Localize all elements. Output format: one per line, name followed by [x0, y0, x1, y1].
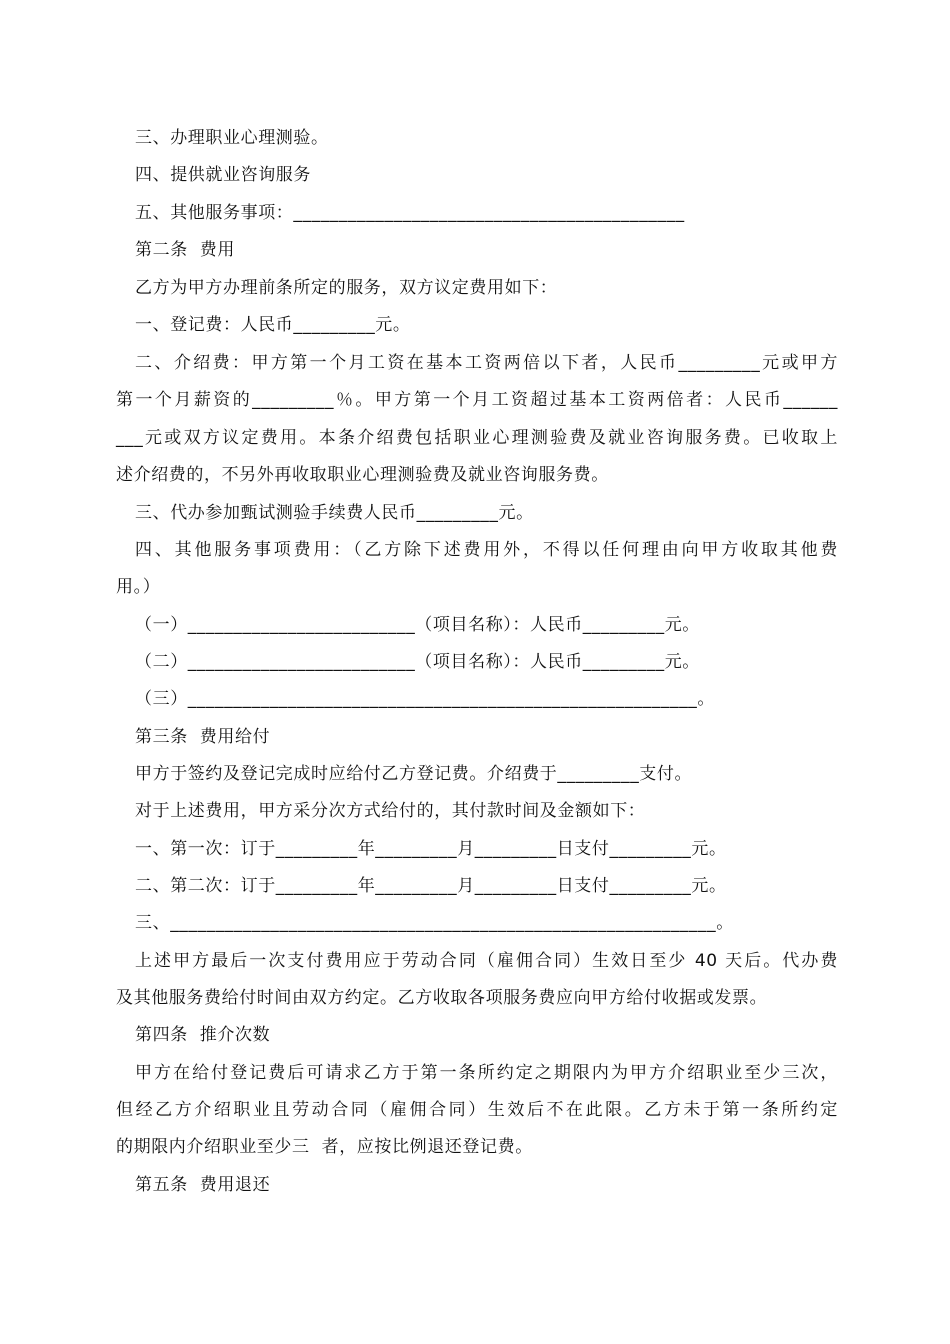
referral-count-line1: 甲方在给付登记费后可请求乙方于第一条所约定之期限内为甲方介绍职业至少三次， [135, 1063, 838, 1083]
installment-intro: 对于上述费用，甲方采分次方式给付的，其付款时间及金额如下： [135, 801, 646, 821]
fee-registration: 一、登记费：人民币_________元。 [135, 315, 411, 335]
payment-timing: 甲方于签约及登记完成时应给付乙方登记费。介绍费于_________支付。 [135, 764, 693, 784]
article-3-heading: 第三条 费用给付 [135, 727, 271, 747]
fee-other-item-1: （一）_________________________（项目名称）：人民币_________元。 [135, 615, 700, 635]
fee-referral-line3: ___元或双方议定费用。本条介绍费包括职业心理测验费及就业咨询服务费。已收取上 [116, 428, 838, 448]
article-2-heading: 第二条 费用 [135, 240, 236, 260]
fee-other-item-2: （二）_________________________（项目名称）：人民币_________元。 [135, 652, 700, 672]
referral-count-line3: 的期限内介绍职业至少三 者，应按比例退还登记费。 [116, 1137, 533, 1157]
fee-other-line2: 用。） [116, 577, 161, 597]
fee-other-line1: 四、其他服务事项费用：（乙方除下述费用外，不得以任何理由向甲方收取其他费 [135, 540, 838, 560]
fee-referral-line2: 第一个月薪资的_________％。甲方第一个月工资超过基本工资两倍者：人民币______ [116, 390, 838, 410]
installment-third: 三、____________________________________________________________。 [135, 913, 734, 933]
article-5-heading: 第五条 费用退还 [135, 1175, 271, 1195]
final-payment-line1: 上述甲方最后一次支付费用应于劳动合同（雇佣合同）生效日至少 40 天后。代办费 [135, 951, 838, 971]
article-4-heading: 第四条 推介次数 [135, 1025, 271, 1045]
referral-count-line2: 但经乙方介绍职业且劳动合同（雇佣合同）生效后不在此限。乙方未于第一条所约定 [116, 1100, 838, 1120]
fee-other-item-3: （三）________________________________________________________。 [135, 689, 715, 709]
item-other-services: 五、其他服务事项：___________________________________________ [135, 203, 685, 223]
fee-intro: 乙方为甲方办理前条所定的服务，双方议定费用如下： [135, 278, 558, 298]
item-career-consult: 四、提供就业咨询服务 [135, 165, 311, 185]
item-psych-test: 三、办理职业心理测验。 [135, 128, 329, 148]
fee-referral-line1: 二、介绍费：甲方第一个月工资在基本工资两倍以下者，人民币_________元或甲方 [135, 353, 838, 373]
installment-first: 一、第一次：订于_________年_________月_________日支付_________元。 [135, 839, 727, 859]
fee-referral-line4: 述介绍费的，不另外再收取职业心理测验费及就业咨询服务费。 [116, 465, 609, 485]
installment-second: 二、第二次：订于_________年_________月_________日支付_________元。 [135, 876, 727, 896]
final-payment-line2: 及其他服务费给付时间由双方约定。乙方收取各项服务费应向甲方给付收据或发票。 [116, 988, 768, 1008]
fee-exam-handling: 三、代办参加甄试测验手续费人民币_________元。 [135, 503, 534, 523]
